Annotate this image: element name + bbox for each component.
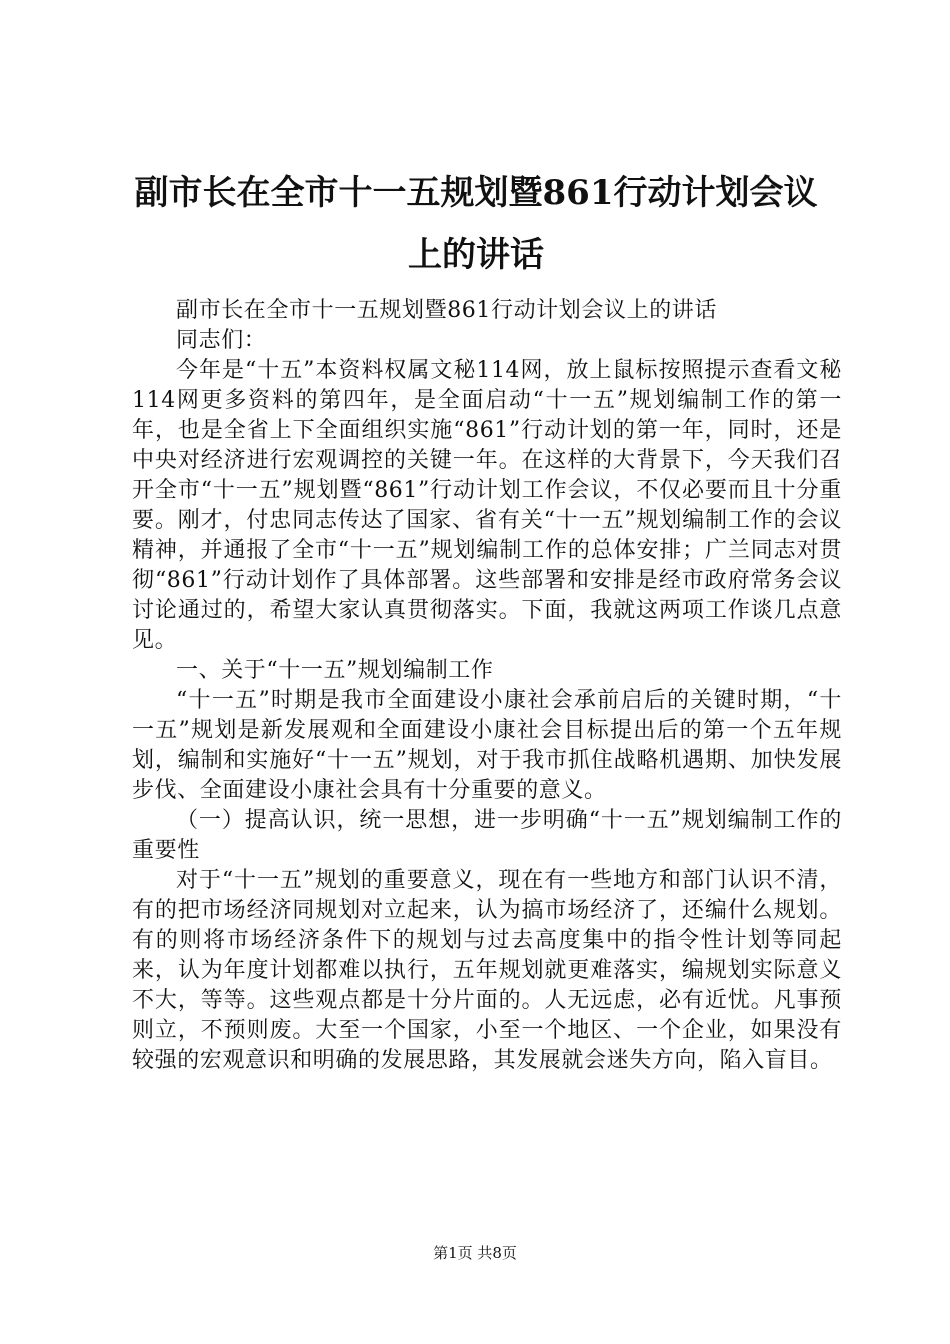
- paragraph-section-1: “十一五”时期是我市全面建设小康社会承前启后的关键时期，“十一五”规划是新发展观和全面建设小康社会目标提出后的第一个五年规划，编制和实施好“十一五”规划，对于我市抓住战略机遇期、加快发展步伐、全面建设小康社会具有十分重要的意义。: [132, 688, 842, 803]
- paragraph-salutation: 同志们：: [176, 328, 267, 353]
- page-footer: 第1页 共8页: [433, 1244, 517, 1262]
- document-title: 副市长在全市十一五规划暨861行动计划会议上的讲话: [134, 173, 818, 275]
- paragraph-subtitle: 副市长在全市十一五规划暨861行动计划会议上的讲话: [176, 298, 717, 323]
- section-heading-1: 一、关于“十一五”规划编制工作: [176, 658, 494, 683]
- subsection-heading-1: （一）提高认识，统一思想，进一步明确“十一五”规划编制工作的重要性: [132, 808, 842, 863]
- document-body: [132, 296, 842, 1076]
- paragraph-subsection-1: 对于“十一五”规划的重要意义，现在有一些地方和部门认识不清，有的把市场经济同规划对立起来，认为搞市场经济了，还编什么规划。有的则将市场经济条件下的规划与过去高度集中的指令性计划等同起来，认为年度计划都难以执行，五年规划就更难落实，编规划实际意义不大，等等。这些观点都是十分片面的。人无远虑，必有近忧。凡事预则立，不预则废。大至一个国家，小至一个地区、一个企业，如果没有较强的宏观意识和明确的发展思路，其发展就会迷失方向，陷入盲目。: [132, 868, 842, 1073]
- paragraph-intro: 今年是“十五”本资料权属文秘114网，放上鼠标按照提示查看文秘114网更多资料的第四年，是全面启动“十一五”规划编制工作的第一年，也是全省上下全面组织实施“861”行动计划的第一年，同时，还是中央对经济进行宏观调控的关键一年。在这样的大背景下，今天我们召开全市“十一五”规划暨“861”行动计划工作会议，不仅必要而且十分重要。刚才，付忠同志传达了国家、省有关“十一五”规划编制工作的会议精神，并通报了全市“十一五”规划编制工作的总体安排；广兰同志对贯彻“861”行动计划作了具体部署。这些部署和安排是经市政府常务会议讨论通过的，希望大家认真贯彻落实。下面，我就这两项工作谈几点意见。: [132, 358, 842, 653]
